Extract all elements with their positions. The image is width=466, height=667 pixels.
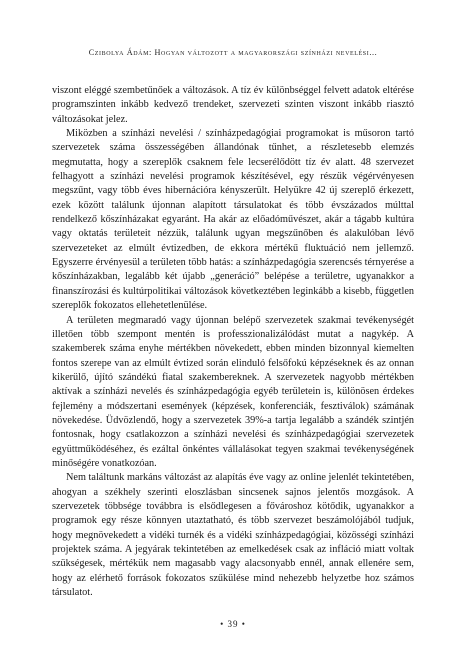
paragraph: A területen megmaradó vagy újonnan belépő szervezetek szakmai tevékenységét illetően több szempont mentén is professzionalizálódást mutat a nagykép. A szakemberek száma enyhe mértékben növekedett, ebben minden bizonnyal kiemelten fontos szerepe van az elmúlt évtized során elinduló felsőfokú képzéseknek és az onnan kikerülő, újító szándékú fiatal szakembereknek. A szervezetek nagyobb mértékben aktívak a színházi nevelés és színházpedagógia egyéb területein is, különösen érdekes fejlemény a módszertani események (képzések, konferenciák, fesztiválok) számának növekedése. Üdvözlendő, hogy a szervezetek 39%-a tartja legalább a szándék szintjén fontosnak, hogy csatlakozzon a színházi nevelési és színházpedagógiai szervezetek együttműködéséhez, és ezáltal önkéntes vállalásokat tegyen szakmai tevékenységének minőségére vonatkozóan. <box>52 314 414 469</box>
page-number: • 39 • <box>220 619 246 629</box>
paragraph: Miközben a színházi nevelési / színházpedagógiai programokat is műsoron tartó szervezetek száma összességében állandónak tűnhet, a részletesebb elemzés megmutatta, hogy a szereplők csaknem fele lecserélődött tíz év alatt. 48 szervezet felhagyott a színházi nevelési programok készítésével, egy részük végérvényesen megszűnt, vagy több éves hibernációra kényszerült. Helyükre 42 új szereplő érkezett, ezek között találunk újonnan alapított társulatokat és több évszázados múlttal rendelkező kőszínházakat egyaránt. Ha akár az előadóművészet, akár a tágabb kultúra vagy oktatás területeit nézzük, találunk ugyan megszűnőben és alakulóban lévő szervezeteket az elmúlt évtizedben, de ekkora mértékű fluktuáció nem jellemző. Egyszerre érvényesül a területen több hatás: a színházpedagógia szerencsés térnyerése a kőszínházakban, legalább két újabb „generáció” belépése a területre, ugyanakkor a finanszírozási és kultúrpolitikai változások következtében leginkább a kisebb, független szereplők fokozatos ellehetetlenülése. <box>52 128 414 312</box>
paragraph: Nem találtunk markáns változást az alapítás éve vagy az online jelenlét tekintetében, ahogyan a székhely szerinti eloszlásban sincsenek sajnos jelentős mozgások. A szervezetek többsége továbbra is elsődlegesen a fővároshoz kötődik, ugyanakkor a programok egy része könnyen utaztatható, és több szervezet beszámolójából tudjuk, hogy megnövekedett a vidéki turnék és a vidéki színházpedagógiai, közösségi színházi projektek száma. A jegyárak tekintetében az emelkedések csak az infláció miatt voltak szükségesek, mértékük nem magasabb vagy alacsonyabb ennél, annak ellenére sem, hogy az elérhető források fokozatos szűkülése mind nehezebb helyzetbe hoz számos társulatot. <box>52 472 414 599</box>
body-text <box>52 84 414 600</box>
paragraph: viszont eléggé szembetűnőek a változások. A tíz év különbséggel felvett adatok eltérése programszinten inkább kedvező trendeket, szervezeti szinten viszont inkább riasztó változásokat jelez. <box>52 85 414 125</box>
running-header: Czibolya Ádám: Hogyan változott a magyarországi színházi nevelési... <box>88 48 378 57</box>
